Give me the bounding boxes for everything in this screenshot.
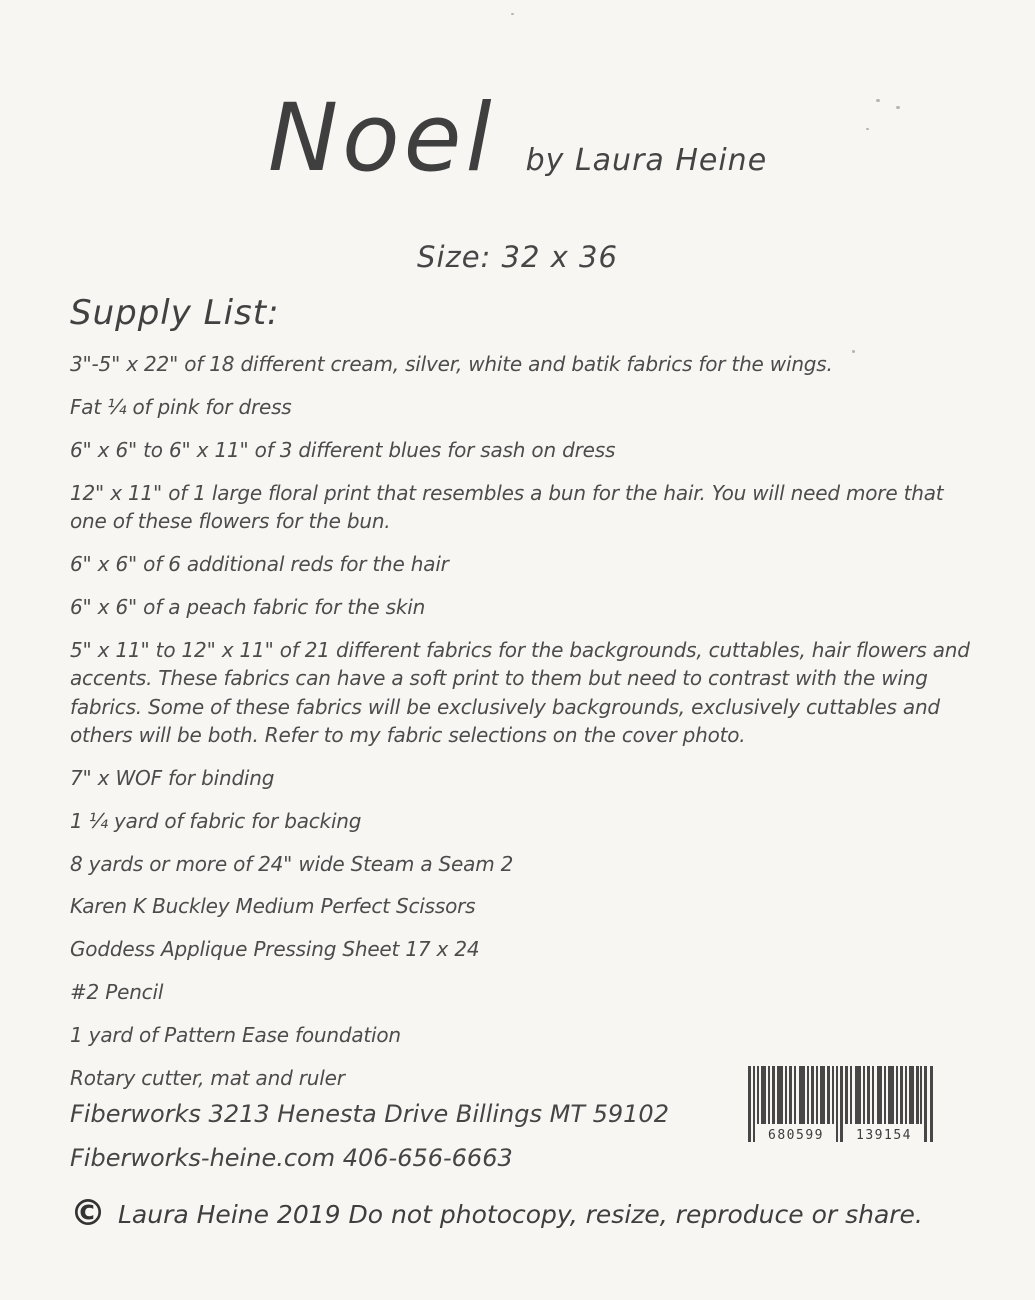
supply-item-wings: 3"-5" x 22" of 18 different cream, silver, white and batik fabrics for the wings. xyxy=(70,352,833,376)
barcode-left-digits: 680599 xyxy=(768,1128,824,1143)
supply-item-backgrounds: 5" x 11" to 12" x 11" of 21 different fabrics for the backgrounds, cuttables, hair flowers and accents. These fabrics can have a soft print to them but need to contrast with the wing fabrics. Some of these fabrics will be exclusively backgrounds, exclusively cuttables and others will be both. Refer to my fabric selections on the cover photo. xyxy=(70,637,970,747)
supply-item-binding: 7" x WOF for binding xyxy=(70,765,275,790)
supply-list-heading: Supply List: xyxy=(70,293,280,333)
supply-item-backing: 1 ¼ yard of fabric for backing xyxy=(70,808,362,833)
supply-item-steam-a-seam: 8 yards or more of 24" wide Steam a Seam 2 xyxy=(70,851,514,876)
byline: by Laura Heine xyxy=(525,143,768,178)
supply-item-pressing-sheet: Goddess Applique Pressing Sheet 17 x 24 xyxy=(70,937,480,962)
supply-item-scissors: Karen K Buckley Medium Perfect Scissors xyxy=(70,894,476,919)
supply-item-pencil: #2 Pencil xyxy=(70,980,164,1005)
supply-list xyxy=(70,350,978,1107)
address-line: Fiberworks 3213 Henesta Drive Billings MT 59102 xyxy=(70,1100,669,1128)
supply-item-dress: Fat ¼ of pink for dress xyxy=(70,394,292,419)
scan-speck xyxy=(866,128,869,130)
header xyxy=(0,84,1035,193)
supply-item-skin: 6" x 6" of a peach fabric for the skin xyxy=(70,594,426,619)
supply-item-bun: 12" x 11" of 1 large floral print that resembles a bun for the hair. You will need more that one of these flowers for the bun. xyxy=(70,480,944,534)
barcode-bars xyxy=(748,1066,934,1144)
supply-item-pattern-ease: 1 yard of Pattern Ease foundation xyxy=(70,1023,401,1048)
scan-speck xyxy=(896,106,900,109)
copyright-line xyxy=(70,1193,970,1234)
barcode xyxy=(748,1066,934,1144)
barcode-right-digits: 139154 xyxy=(856,1128,912,1143)
scan-speck xyxy=(876,99,880,102)
supply-item-sash: 6" x 6" to 6" x 11" of 3 different blues for sash on dress xyxy=(70,437,616,462)
scan-speck xyxy=(852,350,855,353)
scan-speck xyxy=(511,13,514,15)
copyright-icon: © xyxy=(70,1193,106,1234)
supply-item-hair-reds: 6" x 6" of 6 additional reds for the hair xyxy=(70,551,449,576)
page-title: Noel xyxy=(267,84,496,193)
copyright-text: Laura Heine 2019 Do not photocopy, resize, reproduce or share. xyxy=(118,1199,923,1229)
website-phone-line: Fiberworks-heine.com 406-656-6663 xyxy=(70,1144,513,1172)
size-line: Size: 32 x 36 xyxy=(417,240,618,274)
supply-item-rotary-cutter: Rotary cutter, mat and ruler xyxy=(70,1066,345,1091)
